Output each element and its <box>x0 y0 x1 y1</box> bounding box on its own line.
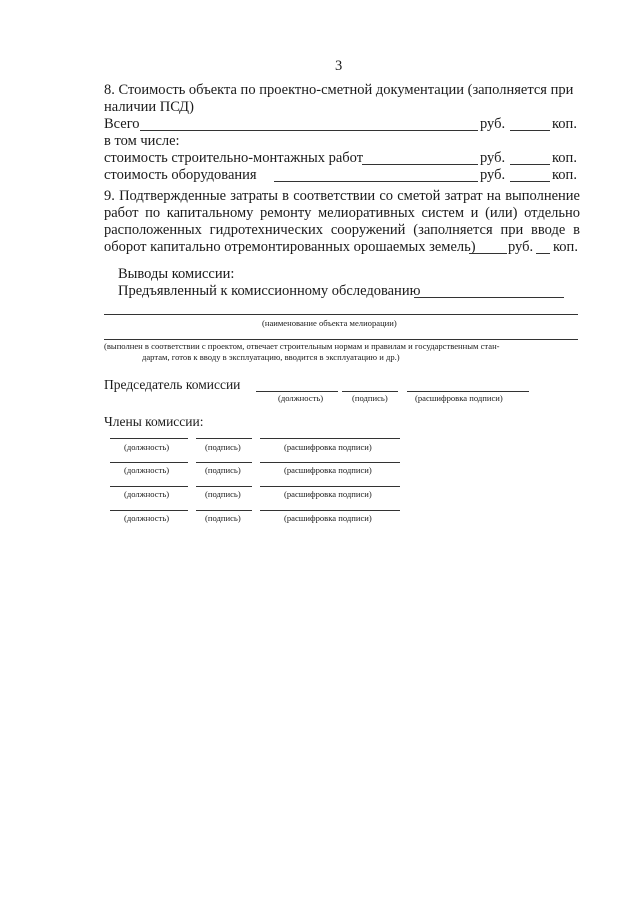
confirmed-rub-field[interactable] <box>469 253 507 254</box>
object-name-line[interactable] <box>104 314 578 315</box>
member-signature-field[interactable] <box>196 438 252 439</box>
construction-label: стоимость строительно-монтажных работ <box>104 150 364 166</box>
section-9-line-1: 9. Подтвержденные затраты в соответствии со сметой затрат на выполнение <box>104 188 580 204</box>
member-position-caption: (должность) <box>124 489 170 499</box>
chairman-label: Председатель комиссии <box>104 377 241 392</box>
decode-caption: (расшифровка подписи) <box>415 393 503 403</box>
member-decode-field[interactable] <box>260 462 400 463</box>
member-decode-field[interactable] <box>260 486 400 487</box>
member-signature-caption: (подпись) <box>205 489 241 499</box>
rub-label: руб. <box>480 116 506 132</box>
presented-label: Предъявленный к комиссионному обследованию <box>118 283 421 299</box>
chairman-position-field[interactable] <box>256 391 338 392</box>
construction-kop-field[interactable] <box>510 164 550 165</box>
total-label: Всего <box>104 116 140 132</box>
section-8-heading: 8. Стоимость объекта по проектно-сметной документации (заполняется при <box>104 82 574 98</box>
presented-object-field[interactable] <box>414 297 564 298</box>
total-kop-field[interactable] <box>510 130 550 131</box>
conclusions-heading: Выводы комиссии: <box>118 266 235 282</box>
position-caption: (должность) <box>278 393 324 403</box>
member-signature-field[interactable] <box>196 486 252 487</box>
confirmed-kop-field[interactable] <box>536 253 550 254</box>
member-signature-field[interactable] <box>196 510 252 511</box>
status-line[interactable] <box>104 339 578 340</box>
total-rub-field[interactable] <box>140 130 478 131</box>
section-9-line-3: расположенных гидротехнических сооружений (заполняется при вводе в <box>104 222 580 238</box>
kop-label: коп. <box>553 239 578 255</box>
member-signature-field[interactable] <box>196 462 252 463</box>
member-position-field[interactable] <box>110 462 188 463</box>
member-signature-caption: (подпись) <box>205 465 241 475</box>
equipment-label: стоимость оборудования <box>104 167 257 183</box>
member-decode-field[interactable] <box>260 510 400 511</box>
signature-caption: (подпись) <box>352 393 388 403</box>
member-decode-caption: (расшифровка подписи) <box>284 465 372 475</box>
equipment-rub-field[interactable] <box>274 181 478 182</box>
member-position-field[interactable] <box>110 486 188 487</box>
including-label: в том числе: <box>104 133 180 149</box>
member-signature-caption: (подпись) <box>205 442 241 452</box>
member-position-caption: (должность) <box>124 513 170 523</box>
construction-rub-field[interactable] <box>362 164 478 165</box>
rub-label: руб. <box>480 150 506 166</box>
status-caption-2: дартам, готов к вводу в эксплуатацию, вводится в эксплуатацию и др.) <box>142 352 400 362</box>
page-number: 3 <box>335 58 343 74</box>
chairman-decode-field[interactable] <box>407 391 529 392</box>
section-9-line-2: работ по капитальному ремонту мелиоративных систем и (или) отдельно <box>104 205 580 221</box>
member-decode-caption: (расшифровка подписи) <box>284 513 372 523</box>
status-caption-1: (выполнен в соответствии с проектом, отвечает строительным нормам и правилам и государственным стан- <box>104 341 500 351</box>
member-decode-field[interactable] <box>260 438 400 439</box>
rub-label: руб. <box>508 239 534 255</box>
kop-label: коп. <box>552 167 577 183</box>
kop-label: коп. <box>552 116 577 132</box>
member-position-field[interactable] <box>110 438 188 439</box>
member-signature-caption: (подпись) <box>205 513 241 523</box>
chairman-signature-field[interactable] <box>342 391 398 392</box>
members-label: Члены комиссии: <box>104 414 204 429</box>
equipment-kop-field[interactable] <box>510 181 550 182</box>
kop-label: коп. <box>552 150 577 166</box>
member-position-caption: (должность) <box>124 442 170 452</box>
rub-label: руб. <box>480 167 506 183</box>
section-9-line-4: оборот капитально отремонтированных орошаемых земель) <box>104 239 476 255</box>
member-decode-caption: (расшифровка подписи) <box>284 489 372 499</box>
section-8-heading-cont: наличии ПСД) <box>104 99 194 115</box>
member-decode-caption: (расшифровка подписи) <box>284 442 372 452</box>
member-position-field[interactable] <box>110 510 188 511</box>
object-name-caption: (наименование объекта мелиорации) <box>262 318 397 328</box>
member-position-caption: (должность) <box>124 465 170 475</box>
